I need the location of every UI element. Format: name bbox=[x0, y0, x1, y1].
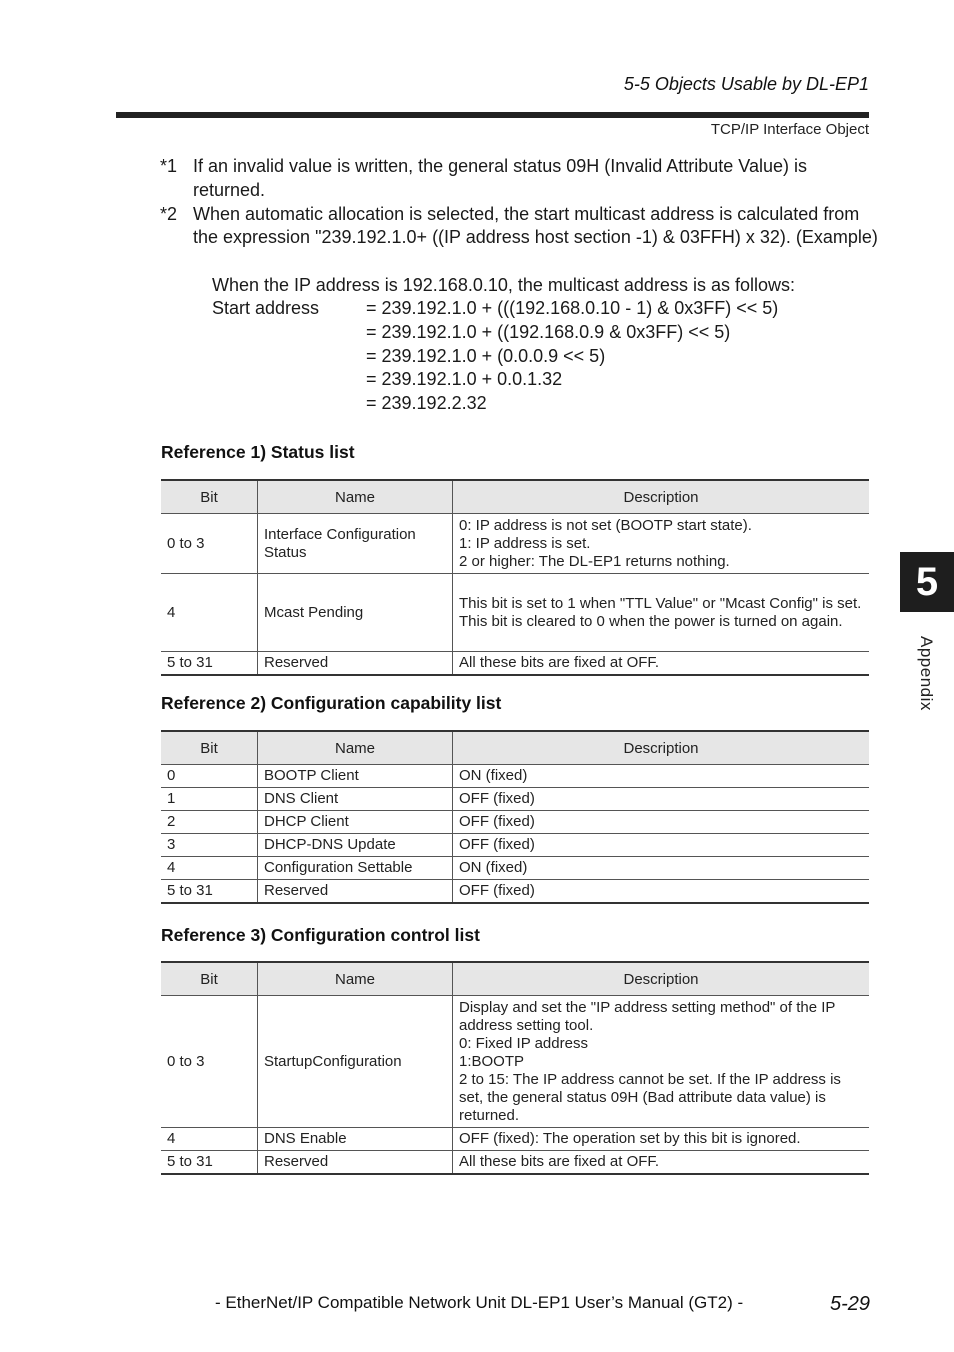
ref3-heading: Reference 3) Configuration control list bbox=[161, 925, 480, 945]
cell-description: OFF (fixed) bbox=[453, 880, 870, 903]
cell-bit: 0 to 3 bbox=[161, 514, 258, 574]
table-row bbox=[161, 880, 869, 903]
column-header-name: Name bbox=[258, 480, 453, 514]
footnote-marker: *2 bbox=[160, 203, 178, 224]
cell-bit: 5 to 31 bbox=[161, 1151, 258, 1174]
footnotes bbox=[160, 155, 880, 250]
cell-bit: 5 to 31 bbox=[161, 652, 258, 675]
table-row bbox=[161, 834, 869, 857]
cell-name: Interface Configuration Status bbox=[258, 514, 453, 574]
cell-description: ON (fixed) bbox=[453, 765, 870, 788]
cell-description: Display and set the "IP address setting method" of the IP address setting tool. 0: Fixed IP address 1:BOOTP 2 to 15: The IP address cannot be set. If the IP address is set, the general status 09H (Bad attribute data value) is returned. bbox=[453, 996, 870, 1128]
cell-bit: 4 bbox=[161, 1128, 258, 1151]
header-rule bbox=[116, 112, 869, 118]
section-title: 5-5 Objects Usable by DL-EP1 bbox=[623, 74, 869, 94]
status-list-table bbox=[161, 479, 869, 676]
column-header-description: Description bbox=[453, 480, 870, 514]
cell-bit: 1 bbox=[161, 788, 258, 811]
capability-list-table bbox=[161, 730, 869, 904]
footer-text: - EtherNet/IP Compatible Network Unit DL-EP1 User’s Manual (GT2) - bbox=[215, 1293, 744, 1312]
cell-name: Reserved bbox=[258, 880, 453, 903]
column-header-bit: Bit bbox=[161, 962, 258, 996]
footnote-text: When automatic allocation is selected, the start multicast address is calculated from the expression "239.192.1.0+ ((IP address host section -1) & 03FFH) x 32). (Example) bbox=[193, 203, 878, 248]
cell-description: This bit is set to 1 when "TTL Value" or "Mcast Config" is set. This bit is cleared to 0 when the power is turned on again. bbox=[453, 574, 870, 652]
cell-description: OFF (fixed) bbox=[453, 834, 870, 857]
cell-name: DHCP Client bbox=[258, 811, 453, 834]
footnote-marker: *1 bbox=[160, 156, 178, 176]
footnote-text: If an invalid value is written, the general status 09H (Invalid Attribute Value) is returned. bbox=[193, 156, 807, 200]
calc-line: = 239.192.1.0 + ((192.168.0.9 & 0x3FF) << 5) bbox=[366, 322, 731, 342]
calc-line: = 239.192.2.32 bbox=[366, 393, 487, 413]
table-row bbox=[161, 574, 869, 652]
column-header-bit: Bit bbox=[161, 480, 258, 514]
control-list-table bbox=[161, 961, 869, 1175]
cell-name: Configuration Settable bbox=[258, 857, 453, 880]
column-header-description: Description bbox=[453, 962, 870, 996]
column-header-bit: Bit bbox=[161, 731, 258, 765]
table-row bbox=[161, 788, 869, 811]
cell-name: Mcast Pending bbox=[258, 574, 453, 652]
cell-bit: 4 bbox=[161, 574, 258, 652]
cell-name: Reserved bbox=[258, 652, 453, 675]
footnote-2 bbox=[160, 203, 880, 251]
table-row bbox=[161, 652, 869, 675]
cell-bit: 3 bbox=[161, 834, 258, 857]
cell-name: DHCP-DNS Update bbox=[258, 834, 453, 857]
page-number: 5-29 bbox=[829, 1293, 870, 1315]
calc-line: = 239.192.1.0 + (0.0.0.9 << 5) bbox=[366, 346, 606, 366]
cell-bit: 5 to 31 bbox=[161, 880, 258, 903]
table-row bbox=[161, 996, 869, 1128]
cell-name: DNS Client bbox=[258, 788, 453, 811]
table-row bbox=[161, 857, 869, 880]
cell-description: ON (fixed) bbox=[453, 857, 870, 880]
cell-name: DNS Enable bbox=[258, 1128, 453, 1151]
cell-name: StartupConfiguration bbox=[258, 996, 453, 1128]
calc-line: = 239.192.1.0 + 0.0.1.32 bbox=[366, 369, 563, 389]
chapter-label: Appendix bbox=[917, 636, 936, 711]
table-row bbox=[161, 811, 869, 834]
table-row bbox=[161, 765, 869, 788]
footnote-1 bbox=[160, 155, 880, 203]
calc-line: = 239.192.1.0 + (((192.168.0.10 - 1) & 0x3FF) << 5) bbox=[366, 298, 779, 318]
chapter-tab: 5 bbox=[900, 552, 954, 612]
column-header-name: Name bbox=[258, 731, 453, 765]
table-row bbox=[161, 1128, 869, 1151]
cell-description: All these bits are fixed at OFF. bbox=[453, 1151, 870, 1174]
cell-name: BOOTP Client bbox=[258, 765, 453, 788]
table-header-row bbox=[161, 480, 869, 514]
cell-description: All these bits are fixed at OFF. bbox=[453, 652, 870, 675]
example-intro: When the IP address is 192.168.0.10, the multicast address is as follows: bbox=[212, 275, 795, 295]
example-label: Start address bbox=[212, 298, 320, 318]
column-header-description: Description bbox=[453, 731, 870, 765]
ref1-heading: Reference 1) Status list bbox=[161, 442, 355, 462]
sub-title: TCP/IP Interface Object bbox=[710, 121, 869, 138]
table-header-row bbox=[161, 731, 869, 765]
cell-bit: 2 bbox=[161, 811, 258, 834]
cell-bit: 0 bbox=[161, 765, 258, 788]
table-row bbox=[161, 514, 869, 574]
ref2-heading: Reference 2) Configuration capability list bbox=[161, 693, 502, 713]
cell-description: 0: IP address is not set (BOOTP start state). 1: IP address is set. 2 or higher: The DL-EP1 returns nothing. bbox=[453, 514, 870, 574]
table-row bbox=[161, 1151, 869, 1174]
cell-description: OFF (fixed) bbox=[453, 788, 870, 811]
cell-description: OFF (fixed) bbox=[453, 811, 870, 834]
column-header-name: Name bbox=[258, 962, 453, 996]
cell-bit: 0 to 3 bbox=[161, 996, 258, 1128]
cell-description: OFF (fixed): The operation set by this bit is ignored. bbox=[453, 1128, 870, 1151]
table-header-row bbox=[161, 962, 869, 996]
cell-name: Reserved bbox=[258, 1151, 453, 1174]
cell-bit: 4 bbox=[161, 857, 258, 880]
